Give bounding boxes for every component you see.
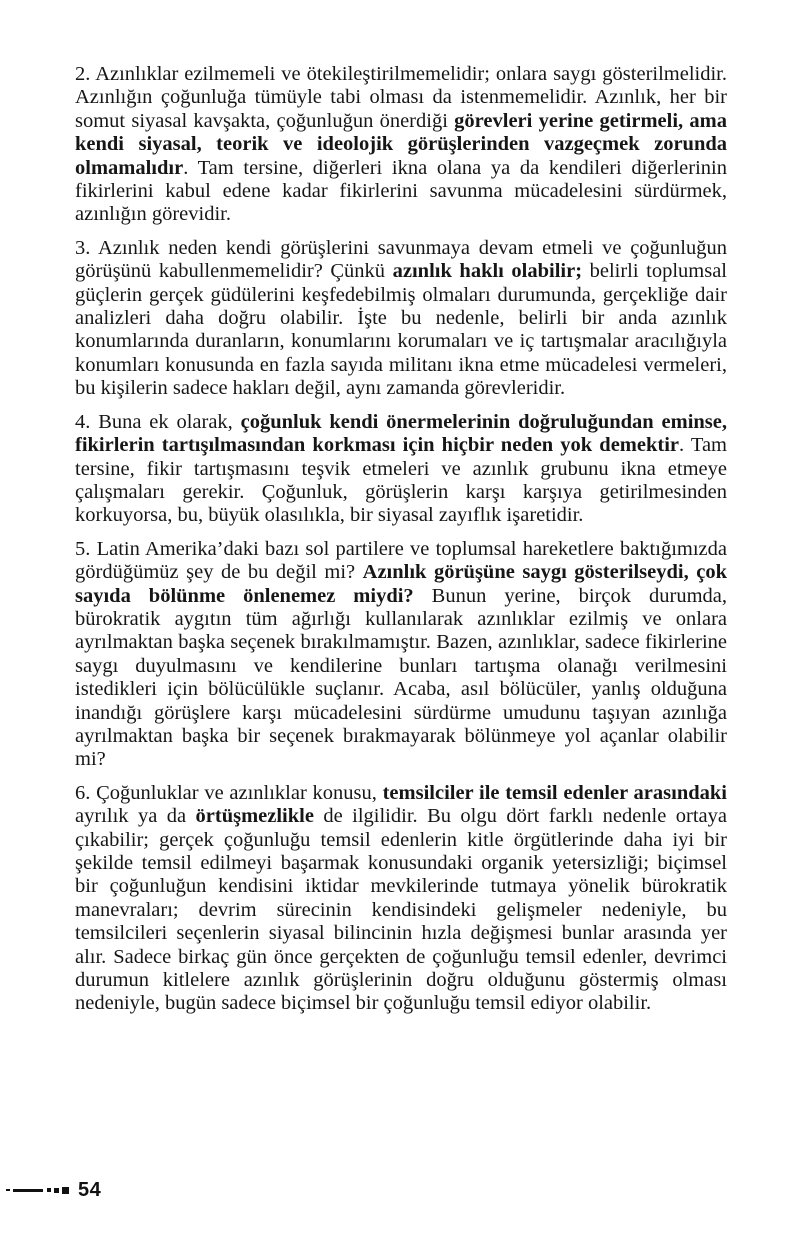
paragraph-run: 3. Azınlık neden kendi görüşlerini savunmaya devam etmeli ve çoğunluğun görüşünü kabullenmemelidir? Çünkü	[75, 236, 727, 283]
paragraph-bold-run: Azınlık görüşüne saygı gösterilseydi, çok sayıda bölünme önlenemez miydi?	[75, 561, 727, 607]
paragraph-bold-run: çoğunluk kendi önermelerinin doğruluğundan eminse, fikirlerin tartışılmasından korkması için hiçbir neden yok demektir	[75, 410, 727, 457]
paragraph-run: . Tam tersine, diğerleri ikna olana ya da kendileri diğerlerinin fikirlerini kabul edene kadar fikirlerini savunma mücadelesini sürdürmek, azınlığın görevidir.	[75, 156, 727, 226]
paragraph-run: ayrılık ya da	[75, 805, 196, 828]
paragraph-run: Bunun yerine, birçok durumda, bürokratik aygıtın tüm ağırlığı kullanılarak azınlıklar ezilmiş ve onlara ayrılmaktan başka seçenek bırakılmamıştır. Bazen, azınlıklar, sadece fikirlerine saygı duyulmasını ve kendilerine bunları tartışma olanağı verilmesini istedikleri için bölücülükle suçlanır. Acaba, asıl bölücüler, yanlış olduğuna inandığı görüşlere karşı mücadelesini sürdürme umudunu taşıyan azınlığa ayrılmaktan başka bir seçenek bırakmayarak bölünmeye yol açanlar olabilir mi?	[75, 584, 727, 771]
paragraph-run: 4. Buna ek olarak,	[75, 410, 241, 433]
paragraph-run: 2. Azınlıklar ezilmemeli ve ötekileştirilmemelidir; onlara saygı gösterilmelidir. Azınlığın çoğunluğa tümüyle tabi olması da istenmemelidir. Azınlık, her bir somut siyasal kavşakta, çoğunluğun önerdiği	[75, 63, 727, 132]
footer-rule-icon	[13, 1189, 43, 1192]
paragraph	[75, 411, 727, 528]
paragraph-bold-run: azınlık haklı olabilir;	[392, 260, 583, 283]
footer-square-medium-icon	[54, 1188, 59, 1193]
page-footer	[6, 1180, 101, 1200]
paragraph	[75, 782, 727, 1016]
paragraph	[75, 237, 727, 401]
paragraph-run: . Tam tersine, fikir tartışmasını teşvik etmeleri ve azınlık grubunu ikna etmeye çalışmaları gerekir. Çoğunluk, görüşlerin karşı karşıya getirilmesinden korkuyorsa, bu, büyük olasılıkla, bir siyasal zayıflık işaretidir.	[75, 434, 728, 527]
paragraph	[75, 63, 727, 227]
paragraph-run: belirli toplumsal güçlerin gerçek güdülerini keşfedebilmiş olmaları durumunda, gerçekliğe dair analizleri daha doğru olabilir. İşte bu nedenle, belirli bir anda azınlık konumlarında duranların, konumlarını korumaları ve iç tartışmalar aracılığıyla konumları konusunda en fazla sayıda militanı ikna etme mücadelesi vermeleri, bu kişilerin sadece hakları değil, aynı zamanda görevleridir.	[75, 260, 727, 400]
paragraph-bold-run: temsilciler ile temsil edenler arasındaki	[382, 781, 727, 804]
page-number: 54	[78, 1178, 102, 1201]
page-text	[75, 63, 727, 1026]
footer-square-large-icon	[62, 1187, 69, 1194]
footer-tick-icon	[6, 1189, 10, 1191]
footer-square-small-icon	[47, 1188, 51, 1192]
paragraph-run: 6. Çoğunluklar ve azınlıklar konusu,	[75, 781, 383, 804]
paragraph-bold-run: örtüşmezlikle	[195, 805, 314, 828]
paragraph	[75, 538, 727, 772]
paragraph-bold-run: görevleri yerine getirmeli, ama kendi siyasal, teorik ve ideolojik görüşlerinden vazgeçmek zorunda olmamalıdır	[75, 109, 727, 179]
paragraph-run: de ilgilidir. Bu olgu dört farklı nedenle ortaya çıkabilir; gerçek çoğunluğu temsil edenlerin kitle örgütlerinde daha iyi bir şekilde temsil edilmeyi başarmak konusundaki organik yetersizliği; biçimsel bir çoğunluğun kendisini iktidar mevkilerinde tutmaya yönelik bürokratik manevraları; devrim sürecinin kendisindeki gelişmeler nedeniyle, bu temsilcileri seçenlerin siyasal bilincinin hızla değişmesi bunlar arasında yer alır. Sadece birkaç gün önce gerçekten de çoğunluğu temsil edenler, devrimci durumun kitlelere azınlık görüşlerinin doğru olduğunu göstermiş olması nedeniyle, bugün sadece biçimsel bir çoğunluğu temsil ediyor olabilir.	[75, 805, 727, 1015]
paragraph-run: 5. Latin Amerika’daki bazı sol partilere ve toplumsal hareketlere baktığımızda gördüğümüz şey de bu değil mi?	[75, 537, 727, 584]
